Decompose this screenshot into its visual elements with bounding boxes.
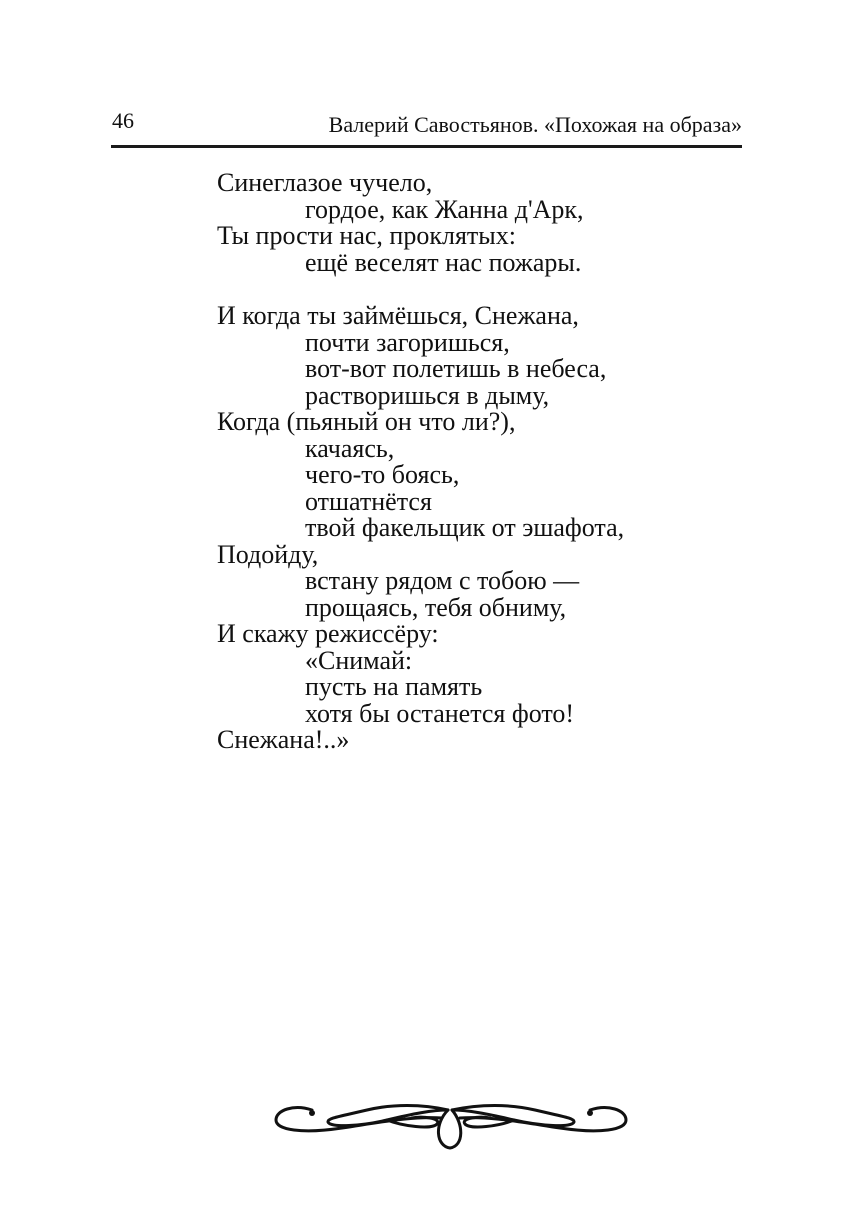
poem-line: И скажу режиссёру: [217, 619, 439, 648]
poem-line: качаясь, [305, 433, 395, 463]
poem-line: Ты прости нас, проклятых: [217, 221, 516, 250]
poem-line: хотя бы останется фото! [305, 698, 575, 728]
stanza-1 [217, 170, 624, 276]
flourish-divider-icon [272, 1096, 630, 1150]
poem-line: И когда ты займёшься, Снежана, [217, 301, 579, 330]
poem-line: встану рядом с тобою — [305, 566, 580, 595]
poem-line: ещё веселят нас пожары. [305, 247, 582, 277]
poem-line: Снежана!..» [217, 725, 350, 754]
poem-line: Синеглазое чучело, [217, 168, 433, 197]
stanza-2 [217, 303, 624, 754]
poem-line: чего-то боясь, [305, 460, 460, 489]
header-rule [111, 145, 742, 148]
poem-line: прощаясь, тебя обниму, [305, 592, 567, 622]
page-number: 46 [112, 108, 134, 133]
poem-line: Подойду, [217, 539, 319, 569]
poem-line: гордое, как Жанна д'Арк, [305, 194, 584, 224]
poem-line: вот-вот полетишь в небеса, [305, 354, 607, 383]
poem-line: почти загоришься, [305, 327, 510, 357]
poem-line: пусть на память [305, 672, 483, 701]
poem [217, 170, 624, 754]
poem-line: Когда (пьяный он что ли?), [217, 407, 516, 436]
poem-line: твой факельщик от эшафота, [305, 513, 625, 542]
running-header-title: Валерий Савостьянов. «Похожая на образа» [328, 112, 742, 137]
poem-line: отшатнётся [305, 486, 432, 516]
poem-line: «Снимай: [305, 645, 413, 675]
poem-line: растворишься в дыму, [305, 380, 550, 410]
